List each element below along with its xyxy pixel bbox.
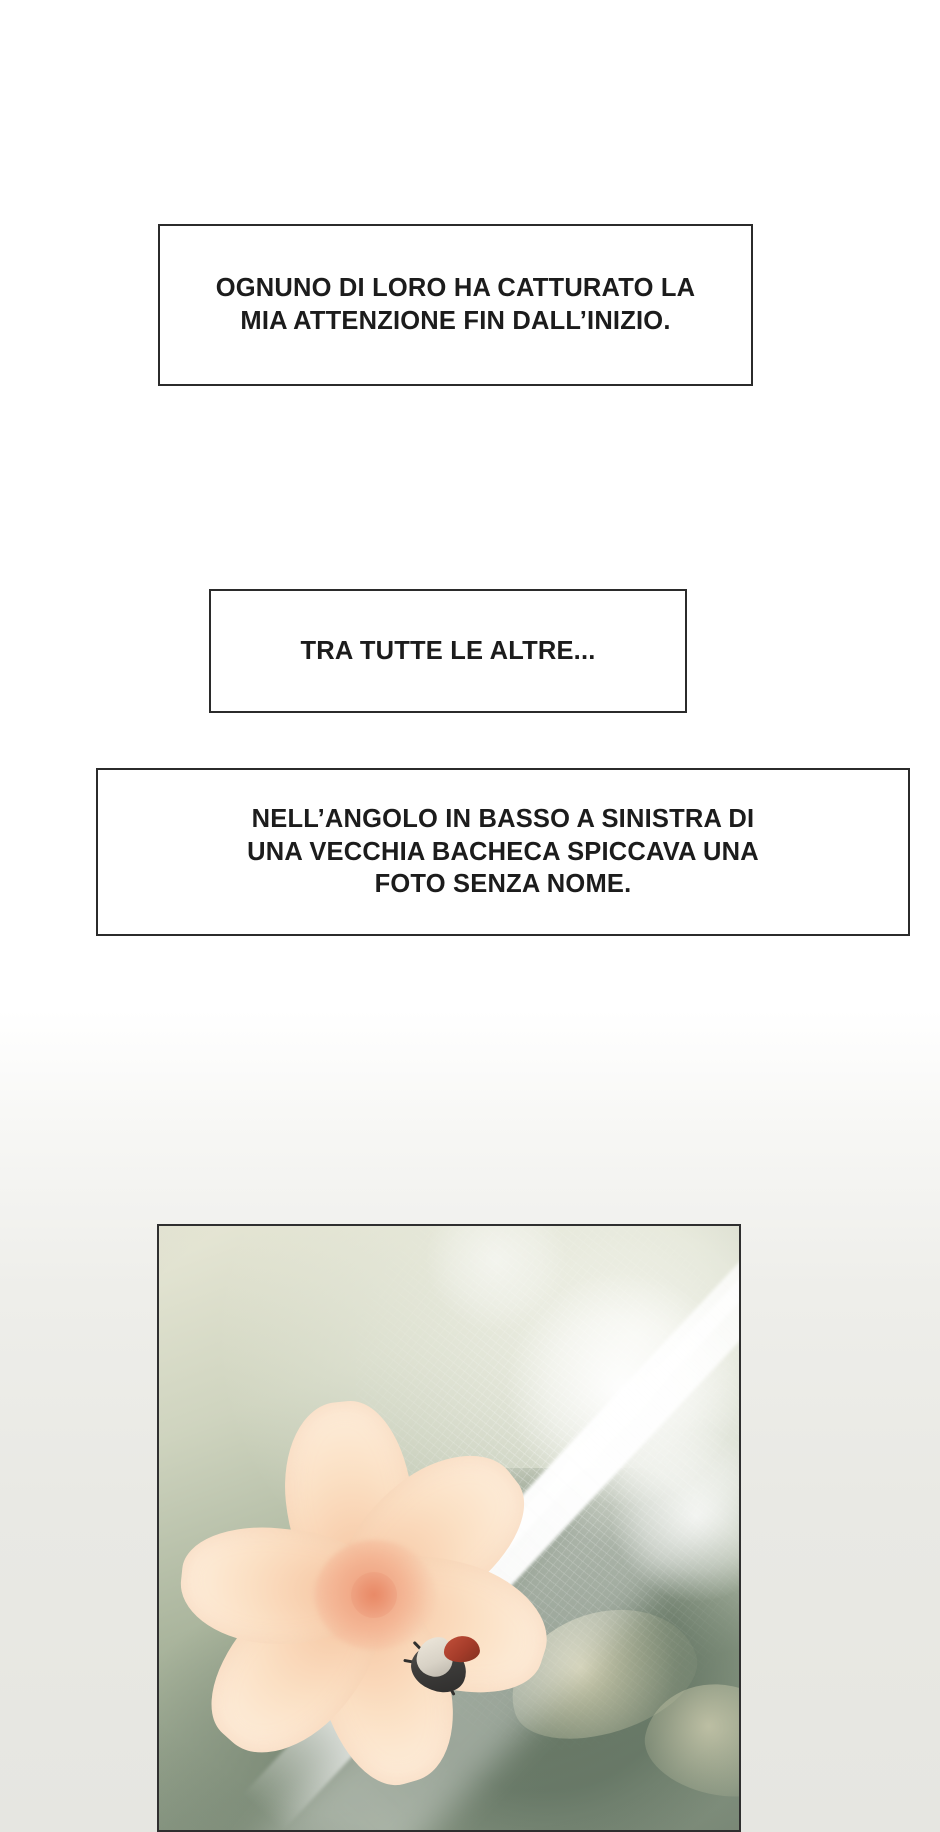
flower-stamen bbox=[351, 1572, 397, 1618]
flower-illustration bbox=[159, 1395, 594, 1795]
caption-3-line-3: FOTO SENZA NOME. bbox=[374, 870, 632, 899]
caption-1-line-2: MIA ATTENZIONE FIN DALL’INIZIO. bbox=[240, 307, 671, 335]
illustration-panel bbox=[157, 1224, 741, 1832]
caption-2-text bbox=[300, 635, 595, 668]
caption-box-3 bbox=[96, 768, 910, 936]
illustration-artwork bbox=[159, 1226, 739, 1830]
caption-box-2 bbox=[209, 589, 687, 713]
insect-head bbox=[443, 1635, 481, 1663]
caption-2-line-1: TRA TUTTE LE ALTRE... bbox=[300, 636, 596, 665]
caption-1-line-1: OGNUNO DI LORO HA CATTURATO LA bbox=[215, 274, 696, 303]
caption-3-line-2: UNA VECCHIA BACHECA SPICCAVA UNA bbox=[247, 837, 759, 866]
caption-1-text bbox=[216, 272, 696, 337]
caption-box-1 bbox=[158, 224, 753, 386]
caption-3-text bbox=[247, 803, 759, 901]
caption-3-line-1: NELL’ANGOLO IN BASSO A SINISTRA DI bbox=[251, 805, 755, 834]
